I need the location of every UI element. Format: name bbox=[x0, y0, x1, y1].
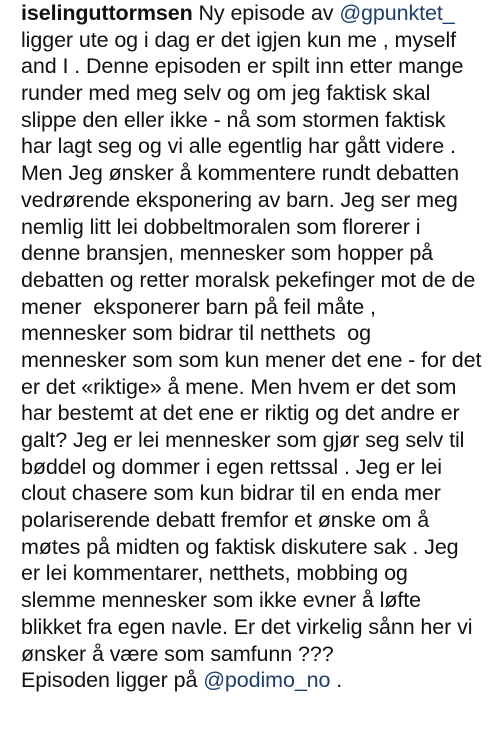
caption-line: blikket fra egen navle. Er det virkelig sånn her vi bbox=[21, 614, 473, 639]
caption-line: ønsker å være som samfunn ??? bbox=[21, 641, 334, 666]
caption-line: runder med meg selv og om jeg faktisk skal bbox=[21, 81, 431, 106]
caption-line bbox=[21, 667, 491, 694]
caption-line: mener eksponerer barn på feil måte , bbox=[21, 294, 376, 319]
caption-line: Men Jeg ønsker å kommentere rundt debatten bbox=[21, 161, 459, 186]
caption-line: er lei kommentarer, netthets, mobbing og bbox=[21, 561, 408, 586]
caption-line: denne bransjen, mennesker som hopper på bbox=[21, 241, 434, 266]
caption-line: nemlig litt lei dobbeltmoralen som florerer i bbox=[21, 214, 421, 239]
caption-line bbox=[21, 0, 491, 27]
post-caption bbox=[21, 0, 491, 694]
caption-text: Ny episode av bbox=[192, 1, 340, 25]
mention-link-gpunktet[interactable]: @gpunktet_ bbox=[339, 1, 455, 25]
caption-line: galt? Jeg er lei mennesker som gjør seg selv til bbox=[21, 428, 465, 452]
mention-link-podimo[interactable]: @podimo_no bbox=[203, 668, 331, 693]
caption-text: Episoden ligger på bbox=[21, 668, 204, 693]
caption-line: bøddel og dommer i egen rettssal . Jeg er lei bbox=[21, 454, 442, 479]
caption-line: slemme mennesker som ikke evner å løfte bbox=[21, 588, 421, 613]
caption-line: clout chasere som kun bidrar til en enda mer bbox=[21, 481, 441, 506]
caption-line: and I . Denne episoden er spilt inn etter mange bbox=[21, 54, 464, 79]
caption-line: polariserende debatt fremfor et ønske om å bbox=[21, 508, 430, 533]
username-link[interactable]: iselinguttormsen bbox=[21, 1, 193, 25]
caption-line: har lagt seg og vi alle egentlig har gått videre . bbox=[21, 134, 456, 159]
caption-line: debatten og retter moralsk pekefinger mot de de bbox=[21, 267, 476, 292]
caption-text: . bbox=[330, 668, 343, 693]
caption-line: mennesker som bidrar til netthets og bbox=[21, 321, 372, 346]
caption-line: vedrørende eksponering av barn. Jeg ser meg bbox=[21, 187, 458, 212]
caption-line: ligger ute og i dag er det igjen kun me , myself bbox=[21, 27, 456, 52]
caption-line: er det «riktige» å mene. Men hvem er det som bbox=[21, 374, 457, 399]
caption-line: møtes på midten og faktisk diskutere sak . Jeg bbox=[21, 534, 459, 559]
caption-line: slippe den eller ikke - nå som stormen faktisk bbox=[21, 107, 446, 132]
caption-line: mennesker som som kun mener det ene - for det bbox=[21, 347, 482, 372]
caption-line: har bestemt at det ene er riktig og det andre er bbox=[21, 401, 460, 426]
